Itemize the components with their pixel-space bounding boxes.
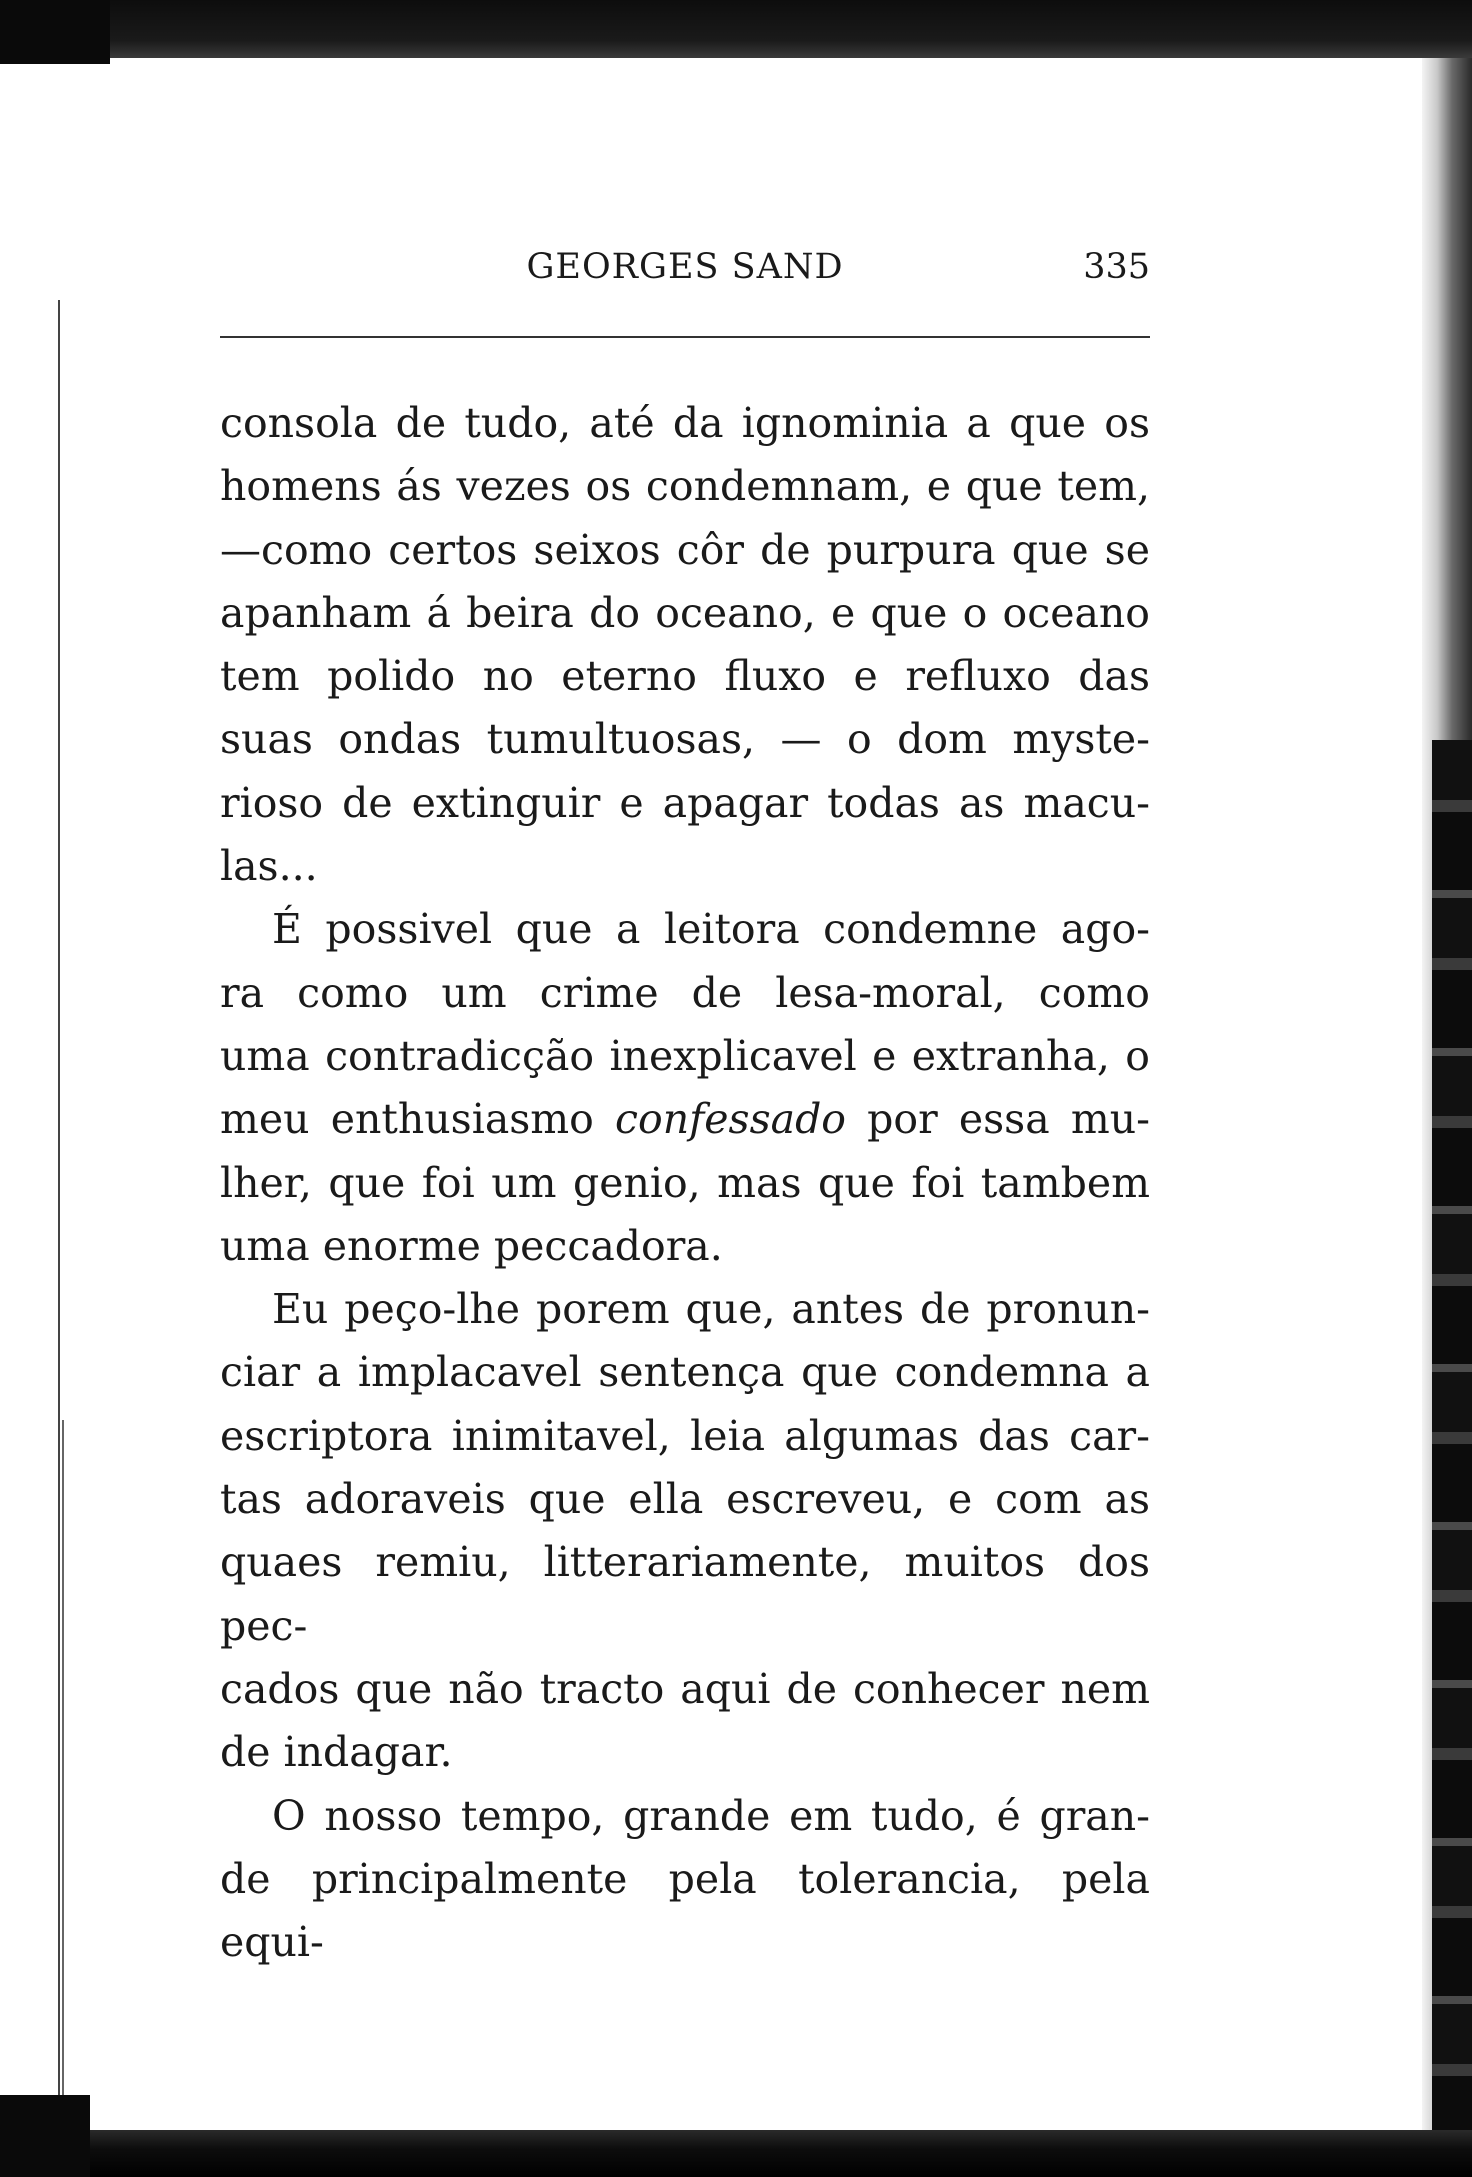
text-line: homens ás vezes os condemnam, e que tem, xyxy=(220,462,1150,511)
text-line: tas adoraveis que ella escreveu, e com as xyxy=(220,1475,1150,1524)
text-line: lher, que foi um genio, mas que foi tambem xyxy=(220,1158,1150,1207)
text-line: —como certos seixos côr de purpura que se xyxy=(220,525,1150,574)
text-line: É possivel que a leitora condemne ago- xyxy=(272,905,1150,954)
header-rule xyxy=(220,336,1150,338)
text-line: uma contradicção inexplicavel e extranha, o xyxy=(220,1031,1150,1080)
scan-left-gutter-line-secondary xyxy=(62,1420,64,2120)
text-line: las... xyxy=(220,842,318,891)
text-line: cados que não tracto aqui de conhecer nem xyxy=(220,1664,1150,1713)
scan-top-corner xyxy=(0,0,110,64)
running-head xyxy=(220,242,1150,292)
text-line: O nosso tempo, grande em tudo, é gran- xyxy=(272,1791,1150,1840)
text-line-with-italic xyxy=(220,1088,1150,1151)
text-line: tem polido no eterno fluxo e refluxo das xyxy=(220,652,1150,701)
text-line: de principalmente pela tolerancia, pela equi- xyxy=(220,1854,1150,1967)
text-line: Eu peço-lhe porem que, antes de pronun- xyxy=(272,1285,1150,1334)
text-line: suas ondas tumultuosas, — o dom myste- xyxy=(220,715,1150,764)
text-line: de indagar. xyxy=(220,1728,453,1777)
text-line: apanham á beira do oceano, e que o oceano xyxy=(220,588,1150,637)
text-line: rioso de extinguir e apagar todas as macu- xyxy=(220,778,1150,827)
scan-top-edge xyxy=(0,0,1472,58)
text-line: ra como um crime de lesa-moral, como xyxy=(220,968,1150,1017)
scan-page-stack xyxy=(1432,740,1472,2130)
text-segment: por essa mu- xyxy=(867,1095,1150,1144)
body-text xyxy=(220,392,1150,1974)
text-line: escriptora inimitavel, leia algumas das car- xyxy=(220,1411,1150,1460)
text-line: uma enorme peccadora. xyxy=(220,1221,723,1270)
page-number: 335 xyxy=(1083,247,1150,287)
scan-bottom-edge xyxy=(0,2130,1472,2177)
text-line: consola de tudo, até da ignominia a que os xyxy=(220,399,1150,447)
text-segment: meu enthusiasmo xyxy=(220,1095,594,1144)
italic-word: confessado xyxy=(615,1095,846,1144)
scan-bottom-corner xyxy=(0,2095,90,2177)
scan-left-gutter-line xyxy=(58,300,60,2130)
text-line: quaes remiu, litterariamente, muitos dos pec- xyxy=(220,1538,1150,1650)
running-title: GEORGES SAND xyxy=(526,247,844,287)
text-line: ciar a implacavel sentença que condemna a xyxy=(220,1348,1150,1397)
